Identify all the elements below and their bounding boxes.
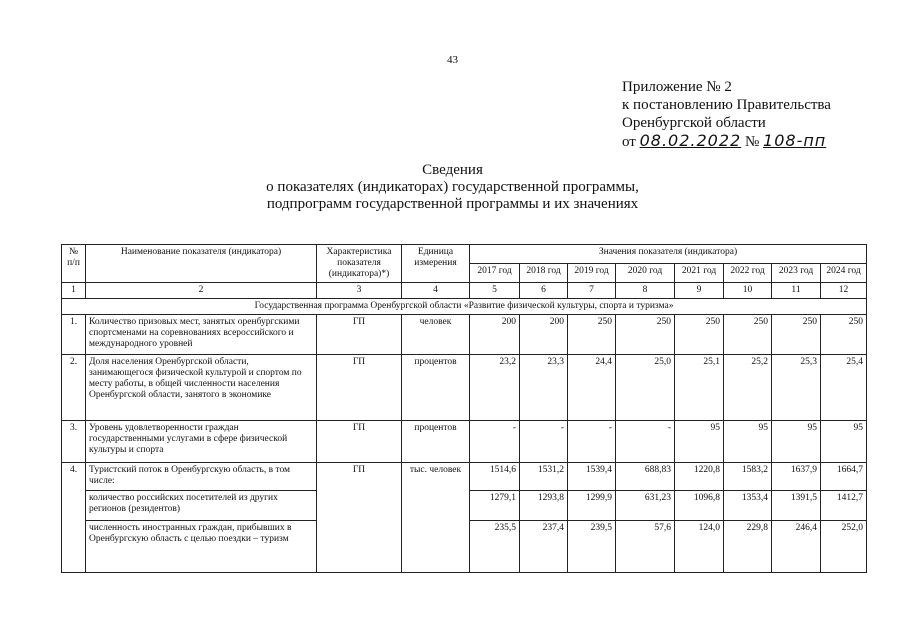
row-value: 250 (821, 315, 867, 355)
row-value: 23,2 (470, 355, 520, 421)
row-value: 24,4 (568, 355, 616, 421)
empty-cell (317, 491, 402, 521)
table-row (62, 315, 867, 355)
row-unit: процентов (402, 421, 470, 463)
section-title: Государственная программа Оренбургской области «Развитие физической культуры, спорта и туризма» (62, 299, 867, 315)
page-number: 43 (447, 54, 458, 66)
row-characteristic: ГП (317, 315, 402, 355)
indicators-table (61, 244, 867, 573)
row-unit: человек (402, 315, 470, 355)
row-value: 23,3 (520, 355, 568, 421)
table-row (62, 355, 867, 421)
appendix-decree: к постановлению Правительства (622, 97, 831, 113)
subrow-value: 235,5 (470, 521, 520, 573)
row-num: 2. (62, 355, 86, 421)
subrow-value: 1353,4 (724, 491, 772, 521)
row-num: 4. (62, 463, 86, 573)
row-value: 250 (724, 315, 772, 355)
row-value: 1583,2 (724, 463, 772, 491)
subrow-value: 237,4 (520, 521, 568, 573)
col-number: 11 (772, 283, 821, 299)
row-unit: процентов (402, 355, 470, 421)
subrow-value: 1412,7 (821, 491, 867, 521)
row-value: 95 (772, 421, 821, 463)
row-value: 25,2 (724, 355, 772, 421)
col-number: 8 (616, 283, 675, 299)
header-year: 2023 год (772, 264, 821, 283)
header-num: № п/п (62, 245, 86, 283)
subrow-value: 57,6 (616, 521, 675, 573)
decree-number: 108-пп (763, 131, 827, 150)
row-value: 1531,2 (520, 463, 568, 491)
col-number: 9 (675, 283, 724, 299)
header-name: Наименование показателя (индикатора) (86, 245, 317, 283)
header-year: 2020 год (616, 264, 675, 283)
header-year: 2022 год (724, 264, 772, 283)
heading-line-2: о показателях (индикаторах) государственной программы, (266, 179, 639, 195)
subrow-value: 229,8 (724, 521, 772, 573)
appendix-block (622, 78, 831, 151)
appendix-date-line (622, 132, 831, 151)
empty-cell (402, 491, 470, 521)
row-name: Доля населения Оренбургской области, занимающегося физической культурой и спортом по месту работы, в общей численности населения Оренбургской области, занятого в экономике (86, 355, 317, 421)
col-number: 6 (520, 283, 568, 299)
empty-cell (317, 521, 402, 573)
table-row (62, 463, 867, 491)
col-number: 10 (724, 283, 772, 299)
empty-cell (402, 521, 470, 573)
header-year: 2017 год (470, 264, 520, 283)
table-subrow (62, 521, 867, 573)
col-number: 7 (568, 283, 616, 299)
row-value: 200 (520, 315, 568, 355)
subrow-name: количество российских посетителей из других регионов (резидентов) (86, 491, 317, 521)
row-value: 1514,6 (470, 463, 520, 491)
row-value: 250 (772, 315, 821, 355)
row-num: 1. (62, 315, 86, 355)
row-value: - (616, 421, 675, 463)
table-subrow (62, 491, 867, 521)
row-value: 95 (821, 421, 867, 463)
row-value: 688,83 (616, 463, 675, 491)
row-value: 1220,8 (675, 463, 724, 491)
subrow-value: 631,23 (616, 491, 675, 521)
col-number: 2 (86, 283, 317, 299)
subrow-value: 124,0 (675, 521, 724, 573)
row-value: 200 (470, 315, 520, 355)
col-number: 5 (470, 283, 520, 299)
number-prefix: № (744, 134, 760, 150)
row-value: 1664,7 (821, 463, 867, 491)
appendix-region: Оренбургской области (622, 115, 766, 131)
row-value: 25,4 (821, 355, 867, 421)
header-row-1 (62, 245, 867, 264)
subrow-value: 1391,5 (772, 491, 821, 521)
section-row (62, 299, 867, 315)
col-number: 1 (62, 283, 86, 299)
appendix-title: Приложение № 2 (622, 79, 732, 95)
subrow-value: 1096,8 (675, 491, 724, 521)
row-value: - (520, 421, 568, 463)
row-value: 95 (724, 421, 772, 463)
row-value: 250 (616, 315, 675, 355)
row-value: - (470, 421, 520, 463)
col-number: 4 (402, 283, 470, 299)
decree-date: 08.02.2022 (639, 131, 742, 150)
row-value: 1539,4 (568, 463, 616, 491)
header-unit: Единица измерения (402, 245, 470, 283)
row-value: - (568, 421, 616, 463)
subrow-value: 1279,1 (470, 491, 520, 521)
row-name: Туристский поток в Оренбургскую область, в том числе: (86, 463, 317, 491)
row-value: 25,1 (675, 355, 724, 421)
row-value: 25,3 (772, 355, 821, 421)
subrow-value: 252,0 (821, 521, 867, 573)
row-value: 1637,9 (772, 463, 821, 491)
table-row (62, 421, 867, 463)
subrow-value: 239,5 (568, 521, 616, 573)
header-year: 2024 год (821, 264, 867, 283)
heading-line-3: подпрограмм государственной программы и их значениях (266, 196, 639, 212)
subrow-name: численность иностранных граждан, прибывших в Оренбургскую область с целью поездки – туризм (86, 521, 317, 573)
heading-line-1: Сведения (422, 162, 483, 178)
subrow-value: 1293,8 (520, 491, 568, 521)
row-value: 95 (675, 421, 724, 463)
header-year: 2019 год (568, 264, 616, 283)
row-name: Уровень удовлетворенности граждан государственными услугами в сфере физической культуры и спорта (86, 421, 317, 463)
row-value: 250 (675, 315, 724, 355)
subrow-value: 246,4 (772, 521, 821, 573)
document-heading (0, 162, 905, 213)
row-value: 25,0 (616, 355, 675, 421)
row-unit: тыс. человек (402, 463, 470, 491)
row-characteristic: ГП (317, 463, 402, 491)
row-name: Количество призовых мест, занятых оренбургскими спортсменами на соревнованиях всероссийского и международного уровней (86, 315, 317, 355)
header-characteristic: Характеристика показателя (индикатора)*) (317, 245, 402, 283)
date-prefix: от (622, 134, 636, 150)
row-value: 250 (568, 315, 616, 355)
row-num: 3. (62, 421, 86, 463)
column-number-row (62, 283, 867, 299)
header-values-group: Значения показателя (индикатора) (470, 245, 867, 264)
col-number: 3 (317, 283, 402, 299)
header-year: 2021 год (675, 264, 724, 283)
row-characteristic: ГП (317, 421, 402, 463)
col-number: 12 (821, 283, 867, 299)
header-year: 2018 год (520, 264, 568, 283)
row-characteristic: ГП (317, 355, 402, 421)
subrow-value: 1299,9 (568, 491, 616, 521)
